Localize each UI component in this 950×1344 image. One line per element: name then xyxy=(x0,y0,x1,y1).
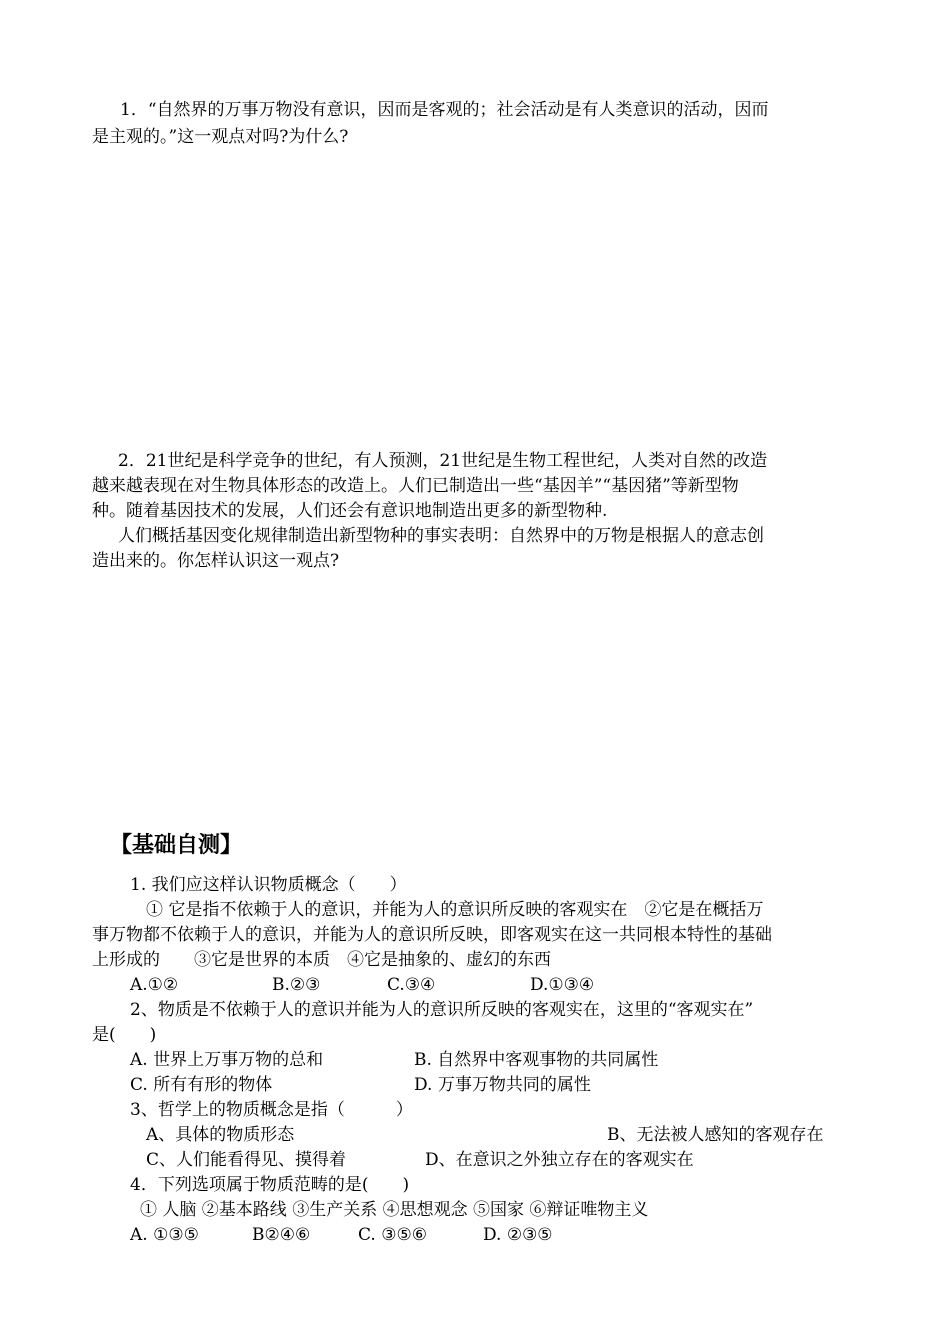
q1-line-1: 1．“自然界的万事万物没有意识，因而是客观的；社会活动是有人类意识的活动，因而 xyxy=(120,100,769,120)
mc2-option-d: D. 万事万物共同的属性 xyxy=(414,1075,591,1095)
mc3-option-d: D、在意识之外独立存在的客观实在 xyxy=(425,1150,694,1170)
mc1-body-2: 事万物都不依赖于人的意识，并能为人的意识所反映，即客观实在这一共同根本特性的基础 xyxy=(92,925,772,945)
mc1-option-b: B.②③ xyxy=(272,975,321,995)
q2-line-2: 越来越表现在对生物具体形态的改造上。人们已制造出一些“基因羊”“基因猪”等新型物 xyxy=(92,476,739,496)
mc1-option-a: A.①② xyxy=(130,975,179,995)
mc3-option-a: A、具体的物质形态 xyxy=(146,1125,295,1145)
mc1-stem: 1. 我们应这样认识物质概念（ ） xyxy=(130,875,407,895)
q2-line-1: 2．21世纪是科学竞争的世纪，有人预测，21世纪是生物工程世纪，人类对自然的改造 xyxy=(118,451,768,471)
mc4-option-d: D. ②③⑤ xyxy=(483,1225,553,1245)
mc2-option-c: C. 所有有形的物体 xyxy=(130,1075,273,1095)
mc2-stem-2: 是( ) xyxy=(92,1025,157,1045)
mc4-items: ① 人脑 ②基本路线 ③生产关系 ④思想观念 ⑤国家 ⑥辩证唯物主义 xyxy=(140,1200,649,1220)
mc1-option-c: C.③④ xyxy=(387,975,436,995)
mc4-option-a: A. ①③⑤ xyxy=(130,1225,199,1245)
mc3-option-b: B、无法被人感知的客观存在 xyxy=(607,1125,824,1145)
mc2-option-b: B. 自然界中客观事物的共同属性 xyxy=(414,1050,659,1070)
mc2-option-a: A. 世界上万事万物的总和 xyxy=(130,1050,324,1070)
mc3-option-c: C、人们能看得见、摸得着 xyxy=(146,1150,347,1170)
q1-line-2: 是主观的。”这一观点对吗?为什么? xyxy=(92,127,349,147)
mc1-body-1: ① 它是指不依赖于人的意识，并能为人的意识所反映的客观实在 ②它是在概括万 xyxy=(146,900,764,920)
mc4-option-c: C. ③⑤⑥ xyxy=(358,1225,427,1245)
mc2-stem-1: 2、物质是不依赖于人的意识并能为人的意识所反映的客观实在，这里的“客观实在” xyxy=(130,1000,754,1020)
mc4-stem: 4．下列选项属于物质范畴的是( ) xyxy=(130,1175,410,1195)
mc3-stem: 3、哲学上的物质概念是指（ ） xyxy=(130,1100,413,1120)
q2-line-4: 人们概括基因变化规律制造出新型物种的事实表明：自然界中的万物是根据人的意志创 xyxy=(118,526,764,546)
q2-line-3: 种。随着基因技术的发展，人们还会有意识地制造出更多的新型物种. xyxy=(92,501,608,521)
mc1-body-3: 上形成的 ③它是世界的本质 ④它是抽象的、虚幻的东西 xyxy=(92,950,551,970)
q2-line-5: 造出来的。你怎样认识这一观点? xyxy=(92,551,340,571)
mc4-option-b: B②④⑥ xyxy=(252,1225,311,1245)
mc1-option-d: D.①③④ xyxy=(530,975,595,995)
section-title: 【基础自测】 xyxy=(110,833,243,858)
